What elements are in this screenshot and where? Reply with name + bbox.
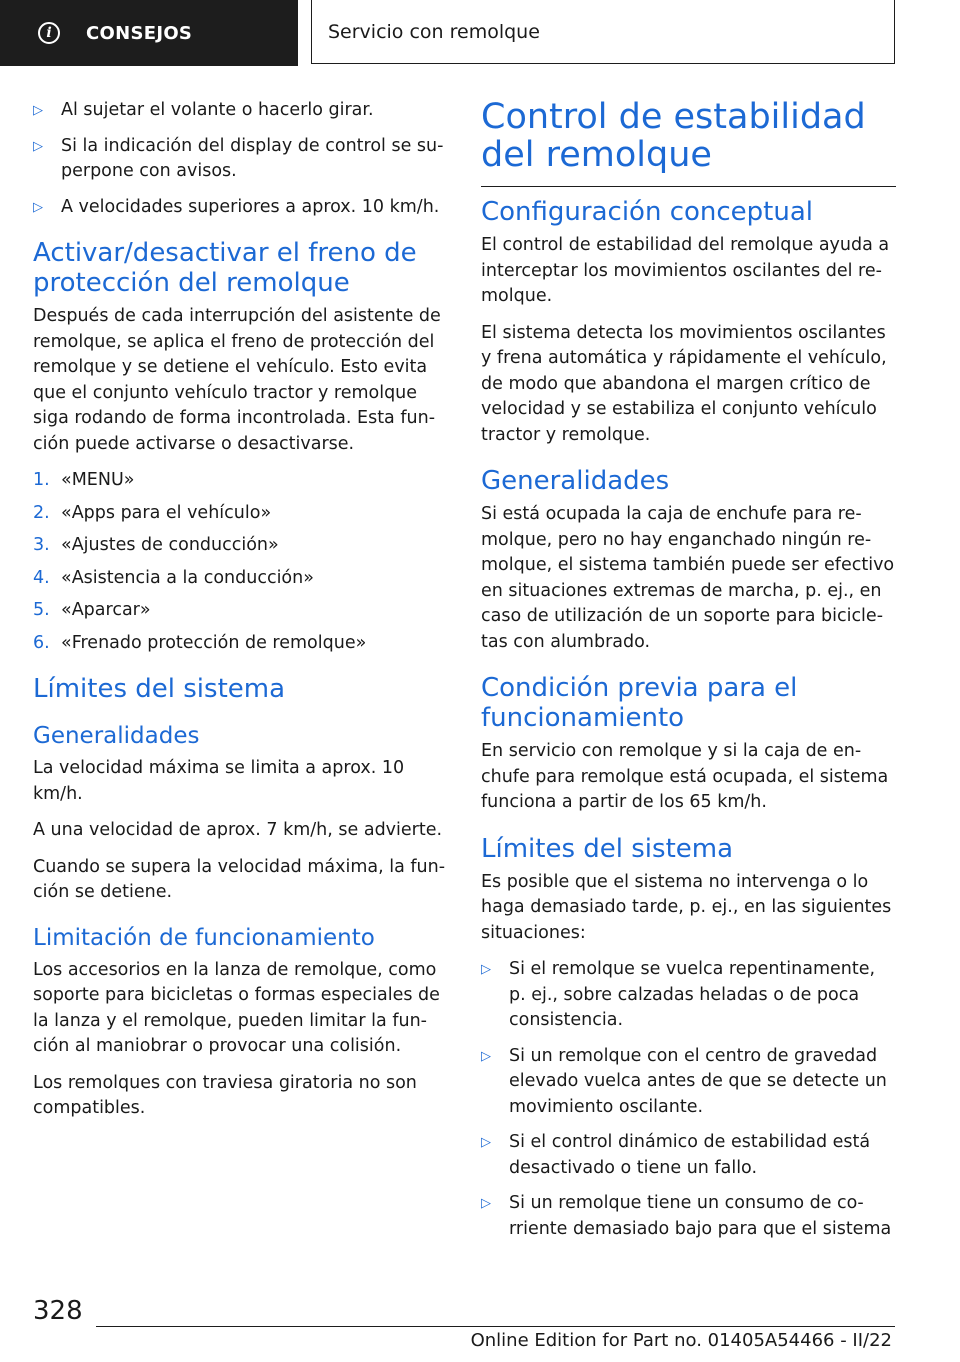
paragraph: Los remolques con traviesa giratoria no son compatibles. [33,1072,417,1118]
paragraph: Si está ocupada la caja de enchufe para remolque, pero no hay enganchado ningún remolque, el sistema también puede ser efectivo en situaciones extremas de marcha, p. ej., en caso de utilización de un soporte para bicicletas con alumbrado. [481,504,895,652]
heading-limits: Límites del sistema [481,833,734,864]
section-label: CONSEJOS [86,22,193,44]
list-item: ▷ Si la indicación del display de control se superpone con avisos. [33,134,448,185]
step-item: 5. «Aparcar» [33,600,151,620]
step-item: 6. «Frenado protección de remolque» [33,632,367,653]
triangle-right-icon: ▷ [33,103,43,118]
footer-divider [96,1326,895,1327]
page-number: 328 [33,1296,83,1326]
triangle-right-icon: ▷ [481,1196,491,1211]
triangle-right-icon: ▷ [33,138,43,154]
heading-general: Generalidades [481,466,670,496]
chapter-tab [311,0,895,64]
step-item: 1. «MENU» [33,470,135,490]
triangle-right-icon: ▷ [481,1048,491,1064]
heading-concept: Configuración conceptual [481,197,813,227]
list-item: ▷ Si el control dinámico de estabilidad está desactivado o tiene un fallo. [481,1130,896,1181]
list-item: ▷ Si el remolque se vuelca repentinamente, p. ej., sobre calzadas heladas o de poca consistencia. [481,957,896,1034]
paragraph: La velocidad máxima se limita a aprox. 10 km/h. [33,758,405,804]
heading-limitation: Limitación de funcionamiento [33,924,375,951]
paragraph: A una velocidad de aprox. 7 km/h, se advierte. [33,820,443,840]
heading-general: Generalidades [33,723,200,749]
list-item: ▷ Al sujetar el volante o hacerlo girar. [33,98,448,124]
triangle-right-icon: ▷ [33,199,43,215]
step-item: 3. «Ajustes de conducción» [33,535,279,555]
chapter-title: Servicio con remolque [328,20,540,43]
page-title: Control de estabilidad del remolque [481,97,866,175]
paragraph: El control de estabilidad del remolque ayuda a interceptar los movimientos oscilantes del remolque. [481,235,890,306]
paragraph: En servicio con remolque y si la caja de enchufe para remolque está ocupada, el sistema funciona a partir de los 65 km/h. [481,741,889,812]
list-item: ▷ Si un remolque con el centro de gravedad elevado vuelca antes de que se detecte un movimiento oscilante. [481,1044,896,1121]
triangle-right-icon: ▷ [481,962,491,977]
edition-text: Online Edition for Part no. 01405A54466 - II/22 [470,1330,892,1351]
info-icon: i [38,22,60,44]
step-item: 4. «Asistencia a la conducción» [33,567,314,588]
paragraph: Cuando se supera la velocidad máxima, la función se detiene. [33,856,446,902]
triangle-right-icon: ▷ [481,1135,491,1150]
title-divider [481,186,896,187]
section-tab [0,0,298,66]
left-column [33,98,448,1133]
paragraph: El sistema detecta los movimientos oscilantes y frena automática y rápidamente el vehículo, de modo que abandona el margen crítico de velocidad y se estabiliza el conjunto vehículo tractor y remolque. [481,322,887,445]
paragraph: Después de cada interrupción del asistente de remolque, se aplica el freno de protección del remolque y se detiene el vehículo. Esto evita que el conjunto vehículo tractor y remolque siga rodando de forma incontrolada. Esta función puede activarse o desactivarse. [33,306,441,454]
list-item: ▷ A velocidades superiores a aprox. 10 km/h. [33,195,448,221]
right-column [481,98,896,1252]
heading-brake: Activar/desactivar el freno de protección del remolque [33,238,417,298]
step-item: 2. «Apps para el vehículo» [33,502,272,523]
paragraph: Los accesorios en la lanza de remolque, como soporte para bicicletas o formas especiales de la lanza y el remolque, pueden limitar la función al maniobrar o provocar una colisión. [33,959,440,1056]
page-header [0,0,960,66]
paragraph: Es posible que el sistema no intervenga o lo haga demasiado tarde, p. ej., en las siguientes situaciones: [481,871,892,943]
list-item: ▷ Si un remolque tiene un consumo de corriente demasiado bajo para que el sistema [481,1191,896,1242]
heading-precondition: Condición previa para el funcionamiento [481,673,798,733]
heading-limits: Límites del sistema [33,674,286,704]
